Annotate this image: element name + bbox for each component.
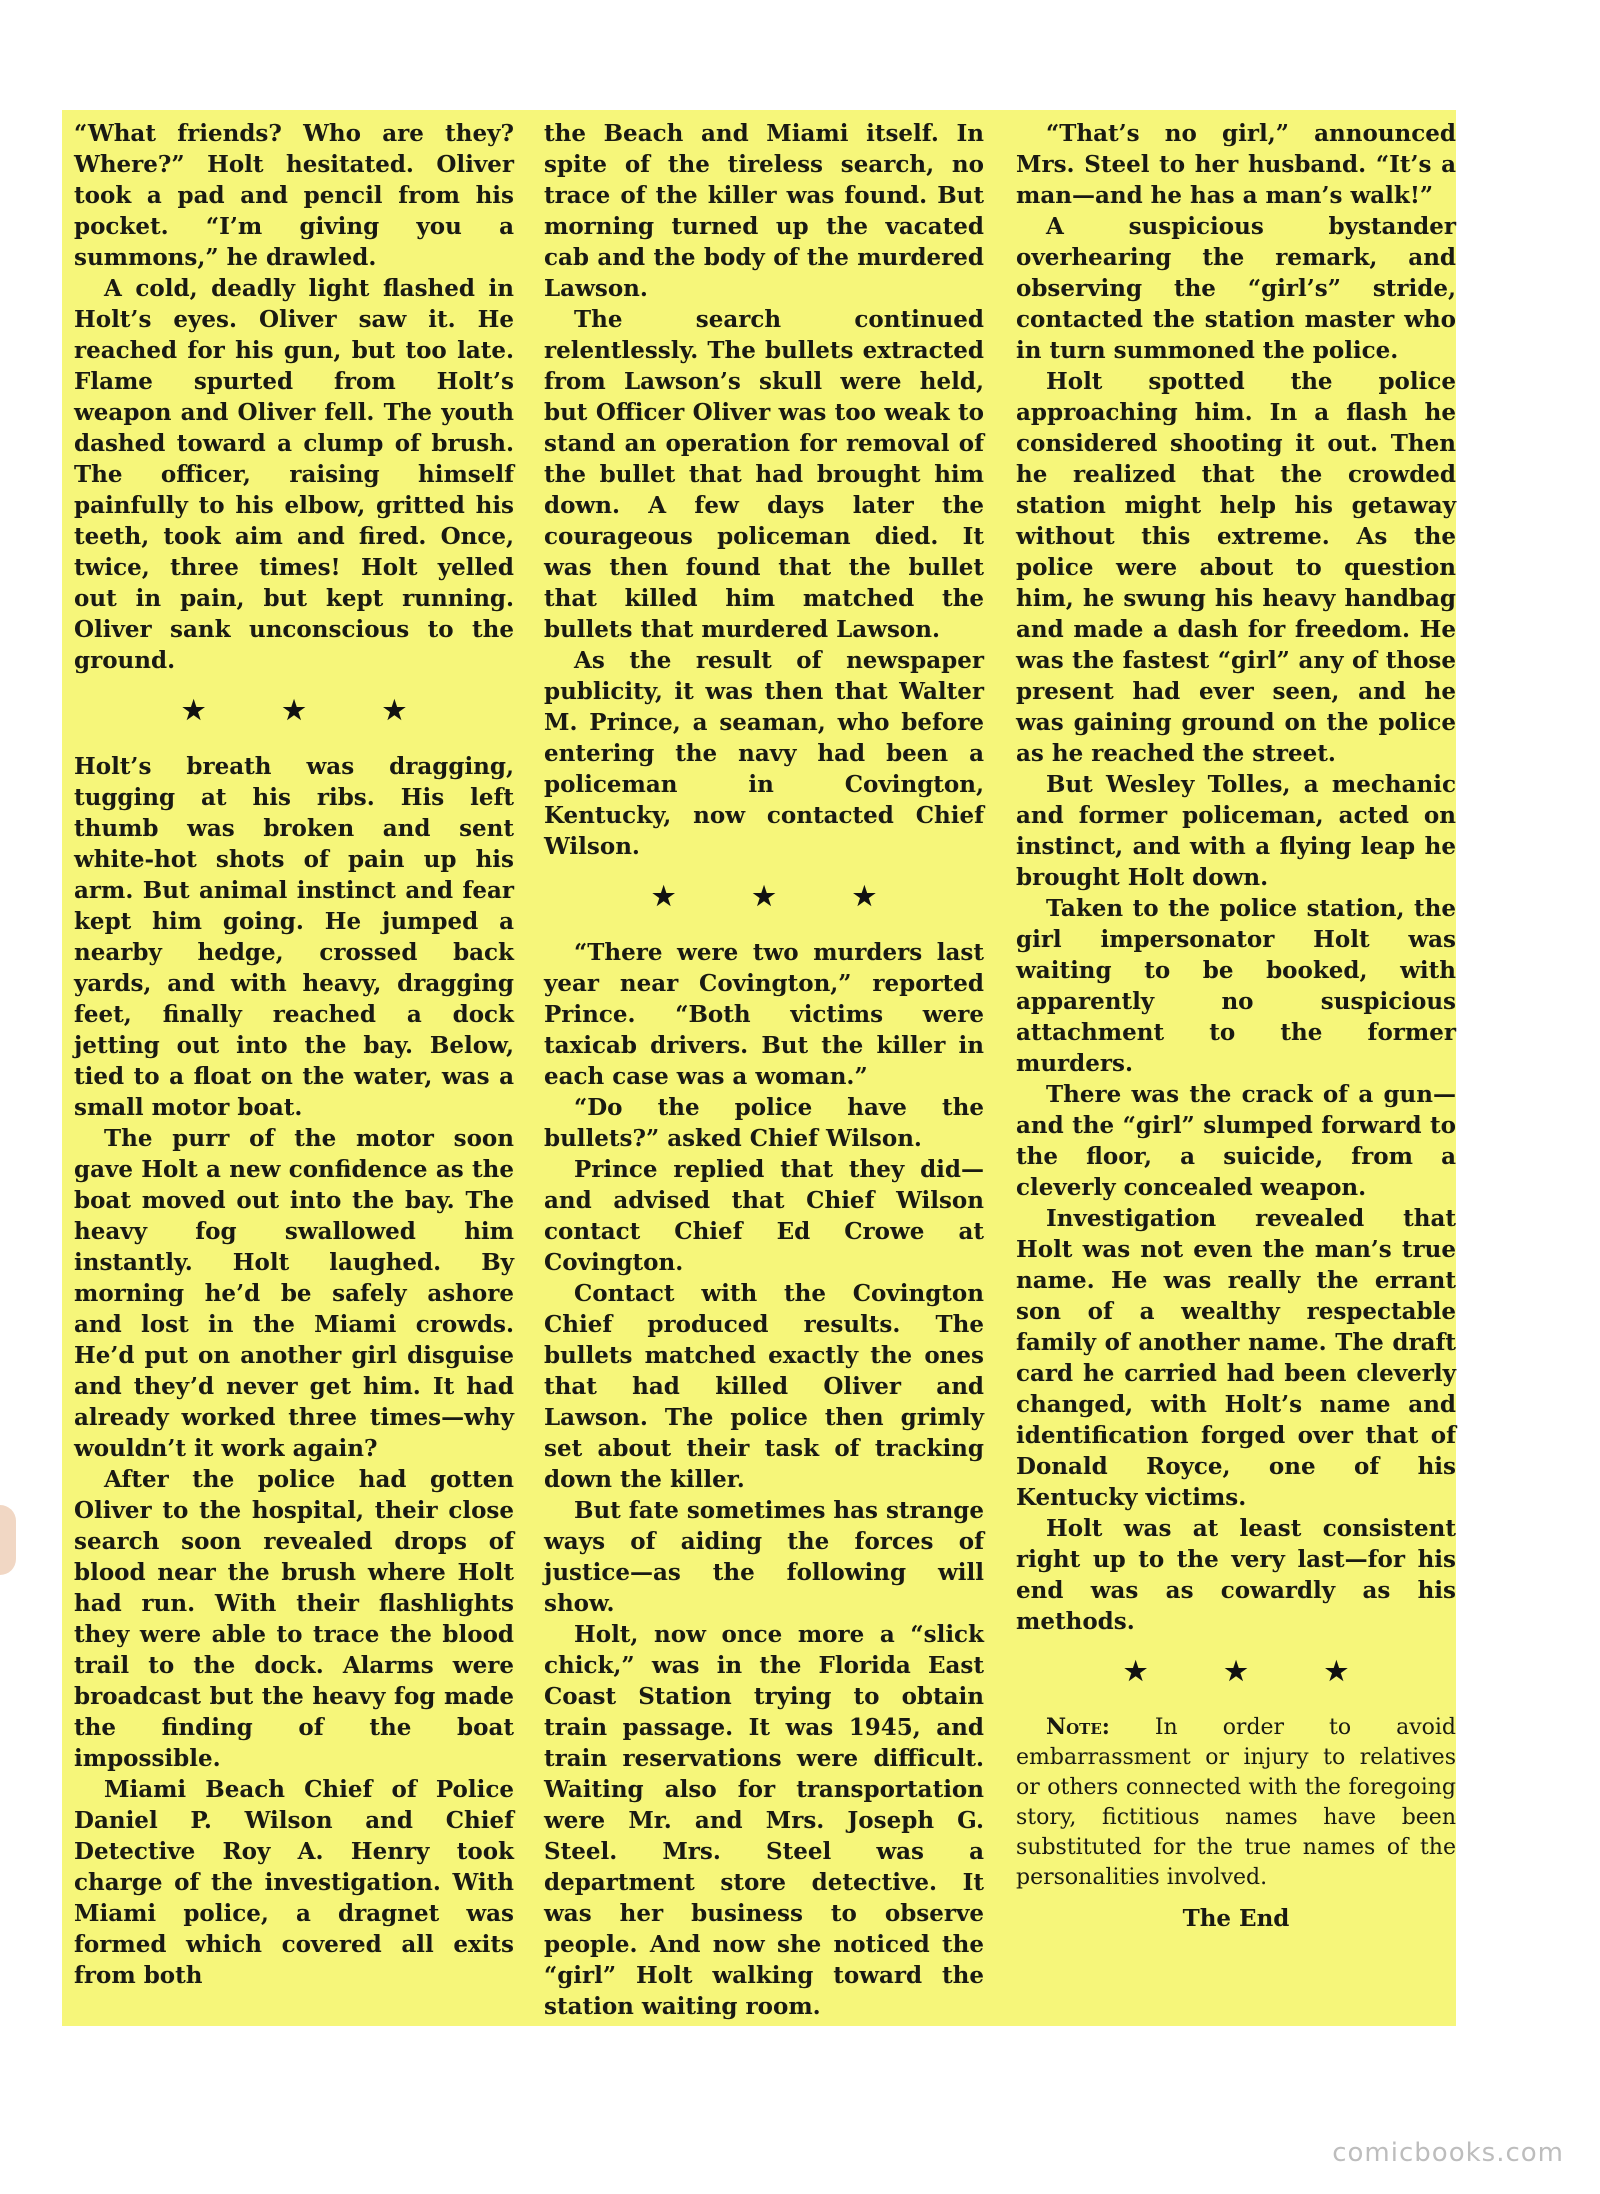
text-column-2 [544, 118, 984, 2022]
paragraph: Holt was at least consistent right up to the very last—for his end was as cowardly as his methods. [1016, 1515, 1456, 1635]
paragraph: The purr of the motor soon gave Holt a new confidence as the boat moved out into the bay. The heavy fog swallowed him instantly. Holt laughed. By morning he’d be safely ashore and lost in the Miami crowds. He’d put on another girl disguise and they’d never get him. It had already worked three times—why wouldn’t it work again? [74, 1125, 514, 1462]
text-column-1 [74, 118, 514, 1991]
paragraph: As the result of newspaper publicity, it was then that Walter M. Prince, a seaman, who before entering the navy had been a policeman in Covington, Kentucky, now contacted Chief Wilson. [544, 647, 984, 860]
paragraph: “There were two murders last year near Covington,” reported Prince. “Both victims were taxicab drivers. But the killer in each case was a woman.” [544, 939, 984, 1090]
paragraph: Miami Beach Chief of Police Daniel P. Wilson and Chief Detective Roy A. Henry took charge of the investigation. With Miami police, a dragnet was formed which covered all exits from both [74, 1776, 514, 1989]
the-end-label: The End [1182, 1905, 1290, 1932]
section-divider-stars: ★ ★ ★ [1123, 1657, 1383, 1687]
story-page [62, 110, 1456, 2026]
text-column-3 [1016, 118, 1456, 1934]
paragraph: A cold, deadly light flashed in Holt’s eyes. Oliver saw it. He reached for his gun, but too late. Flame spurted from Holt’s weapon and Oliver fell. The youth dashed toward a clump of brush. The officer, raising himself painfully to his elbow, gritted his teeth, took aim and fired. Once, twice, three times! Holt yelled out in pain, but kept running. Oliver sank unconscious to the ground. [74, 275, 514, 674]
paragraph: “What friends? Who are they? Where?” Holt hesitated. Oliver took a pad and pencil from his pocket. “I’m giving you a summons,” he drawled. [74, 120, 514, 271]
paragraph: After the police had gotten Oliver to the hospital, their close search soon revealed drops of blood near the brush where Holt had run. With their flashlights they were able to trace the blood trail to the dock. Alarms were broadcast but the heavy fog made the finding of the boat impossible. [74, 1466, 514, 1772]
paragraph: But Wesley Tolles, a mechanic and former policeman, acted on instinct, and with a flying leap he brought Holt down. [1016, 771, 1456, 891]
paragraph: Contact with the Covington Chief produced results. The bullets matched exactly the ones that had killed Oliver and Lawson. The police then grimly set about their task of tracking down the killer. [544, 1280, 984, 1493]
paragraph: Holt, now once more a “slick chick,” was in the Florida East Coast Station trying to obtain train passage. It was 1945, and train reservations were difficult. Waiting also for transportation were Mr. and Mrs. Joseph G. Steel. Mrs. Steel was a department store detective. It was her business to observe people. And now she noticed the “girl” Holt walking toward the station waiting room. [544, 1621, 984, 2020]
paragraph: the Beach and Miami itself. In spite of the tireless search, no trace of the killer was found. But morning turned up the vacated cab and the body of the murdered Lawson. [544, 120, 984, 302]
section-divider-stars: ★ ★ ★ [651, 882, 911, 912]
paragraph: Prince replied that they did—and advised that Chief Wilson contact Chief Ed Crowe at Covington. [544, 1156, 984, 1276]
paper-stain [0, 1505, 16, 1575]
note-text: In order to avoid embarrassment or injury to relatives or others connected with the foregoing story, fictitious names have been substituted for the true names of the personalities involved. [1016, 1715, 1456, 1890]
paragraph: The search continued relentlessly. The bullets extracted from Lawson’s skull were held, but Officer Oliver was too weak to stand an operation for removal of the bullet that had brought him down. A few days later the courageous policeman died. It was then found that the bullet that killed him matched the bullets that murdered Lawson. [544, 306, 984, 643]
paragraph: Holt’s breath was dragging, tugging at his ribs. His left thumb was broken and sent white-hot shots of pain up his arm. But animal instinct and fear kept him going. He jumped a nearby hedge, crossed back yards, and with heavy, dragging feet, finally reached a dock jetting out into the bay. Below, tied to a float on the water, was a small motor boat. [74, 753, 514, 1121]
paragraph: A suspicious bystander overhearing the remark, and observing the “girl’s” stride, contacted the station master who in turn summoned the police. [1016, 213, 1456, 364]
paragraph: But fate sometimes has strange ways of aiding the forces of justice—as the following will show. [544, 1497, 985, 1617]
site-watermark: comicbooks.com [1332, 2138, 1564, 2168]
paragraph: “Do the police have the bullets?” asked Chief Wilson. [544, 1094, 984, 1152]
paragraph: Holt spotted the police approaching him. In a flash he considered shooting it out. Then he realized that the crowded station might help his getaway without this extreme. As the police were about to question him, he swung his heavy handbag and made a dash for freedom. He was the fastest “girl” any of those present had ever seen, and he was gaining ground on the police as he reached the street. [1016, 368, 1456, 767]
paragraph: Taken to the police station, the girl impersonator Holt was waiting to be booked, with apparently no suspicious attachment to the former murders. [1016, 895, 1456, 1077]
paragraph: There was the crack of a gun—and the “girl” slumped forward to the floor, a suicide, from a cleverly concealed weapon. [1016, 1081, 1456, 1201]
paragraph: Investigation revealed that Holt was not even the man’s true name. He was really the errant son of a wealthy respectable family of another name. The draft card he carried had been cleverly changed, with Holt’s name and identification forged over that of Donald Royce, one of his Kentucky victims. [1016, 1205, 1456, 1511]
author-note [1016, 1712, 1456, 1893]
paragraph: “That’s no girl,” announced Mrs. Steel to her husband. “It’s a man—and he has a man’s walk!” [1016, 120, 1456, 209]
section-divider-stars: ★ ★ ★ [181, 696, 441, 726]
note-lead: Note: [1046, 1714, 1110, 1740]
